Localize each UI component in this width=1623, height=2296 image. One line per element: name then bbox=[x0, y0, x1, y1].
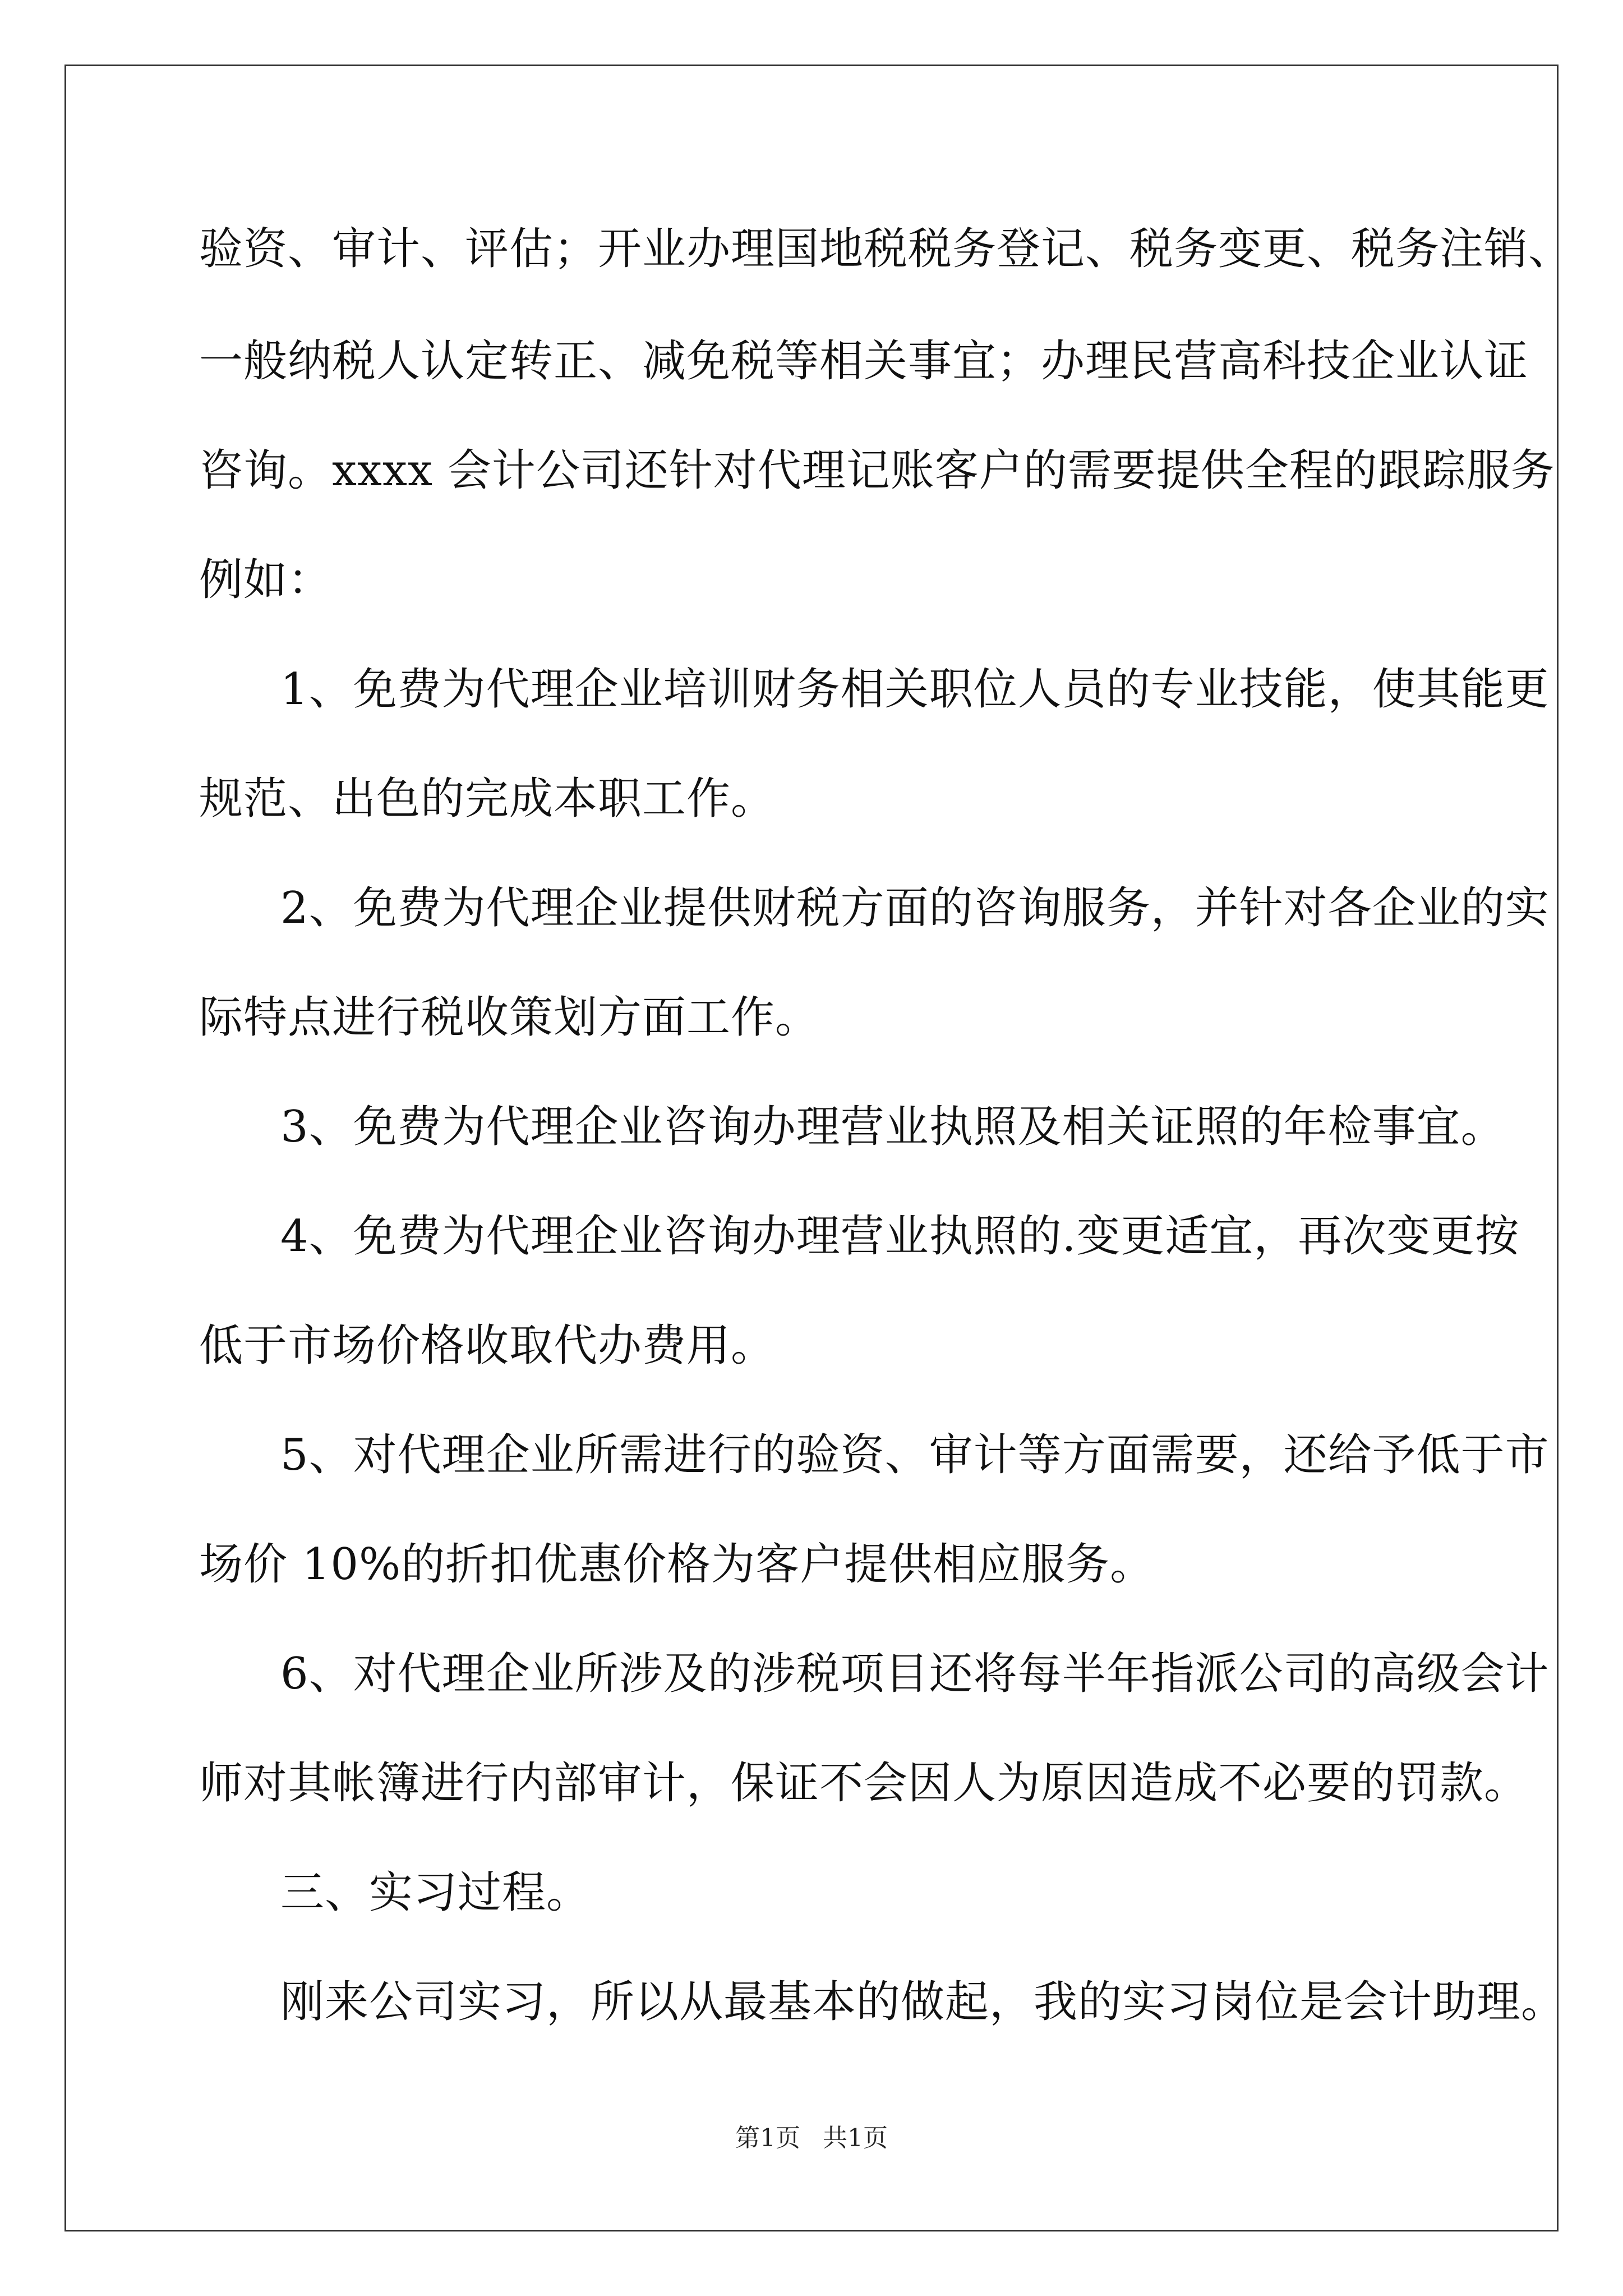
page-number: 第1页 bbox=[735, 2124, 800, 2152]
text-line: 4、免费为代理企业咨询办理营业执照的.变更适宜，再次变更按 bbox=[280, 1211, 1520, 1262]
page-total: 共1页 bbox=[823, 2124, 888, 2152]
text-line: 规范、出色的完成本职工作。 bbox=[199, 774, 776, 824]
text-line: 一般纳税人认定转正、减免税等相关事宜；办理民营高科技企业认证 bbox=[199, 336, 1529, 386]
text-line: 6、对代理企业所涉及的涉税项目还将每半年指派公司的高级会计 bbox=[280, 1649, 1550, 1699]
text-line: 场价 10%的折扣优惠价格为客户提供相应服务。 bbox=[199, 1539, 1155, 1590]
text-line: 2、免费为代理企业提供财税方面的咨询服务，并针对各企业的实 bbox=[280, 883, 1550, 933]
text-line: 例如： bbox=[199, 555, 333, 605]
text-line: 际特点进行税收策划方面工作。 bbox=[199, 992, 820, 1043]
section-heading: 三、实习过程。 bbox=[280, 1867, 591, 1918]
text-line: 师对其帐簿进行内部审计，保证不会因人为原因造成不必要的罚款。 bbox=[199, 1758, 1529, 1809]
text-line: 低于市场价格收取代办费用。 bbox=[199, 1320, 776, 1371]
text-line: 验资、审计、评估；开业办理国地税税务登记、税务变更、税务注销、 bbox=[199, 224, 1573, 274]
text-line: 刚来公司实习，所以从最基本的做起，我的实习岗位是会计助理。 bbox=[280, 1977, 1566, 2027]
text-line: 1、免费为代理企业培训财务相关职位人员的专业技能，使其能更 bbox=[280, 664, 1550, 715]
text-line: 3、免费为代理企业咨询办理营业执照及相关证照的年检事宜。 bbox=[280, 1102, 1505, 1152]
page-footer bbox=[0, 2126, 1623, 2151]
text-line: 咨询。xxxx 会计公司还针对代理记账客户的需要提供全程的跟踪服务 bbox=[199, 445, 1555, 496]
text-line: 5、对代理企业所需进行的验资、审计等方面需要，还给予低于市 bbox=[280, 1430, 1550, 1480]
